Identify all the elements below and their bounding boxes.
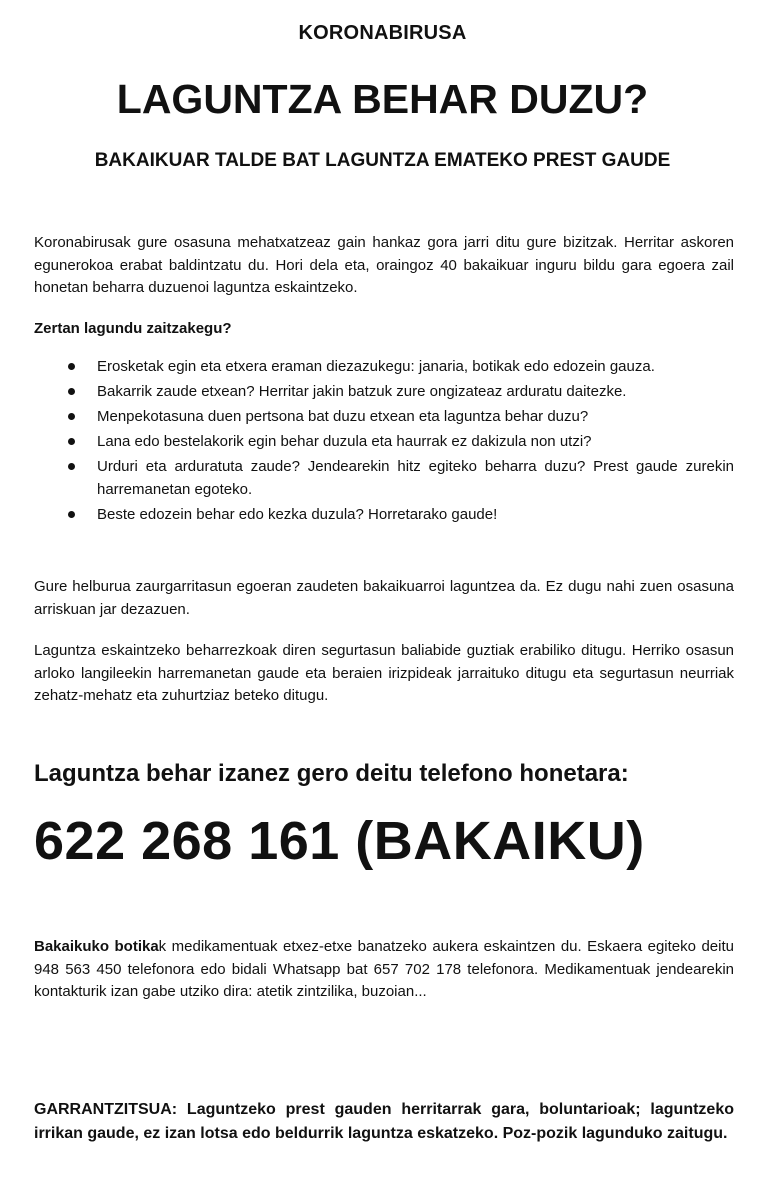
list-item [34,430,734,453]
contact-phone[interactable]: 622 268 161 (BAKAIKU) [34,811,645,871]
list-item-text: Erosketak egin eta etxera eraman diezazukegu: janaria, botikak edo edozein gauza. [97,358,655,375]
help-list [34,355,734,528]
goal-paragraph: Gure helburua zaurgarritasun egoeran zaudeten bakaikuarroi laguntzea da. Ez dugu nahi zuen osasuna arriskuan jar dezazuen. [34,578,734,618]
bullet-icon [68,413,75,420]
intro-paragraph: Koronabirusak gure osasuna mehatxatzeaz gain hankaz gora jarri ditu gure bizitzak. Herritar askoren egunerokoa erabat baldintzatu du. Hori dela eta, oraingoz 40 bakaikuar inguru bildu gara egoera zail honetan beharra duzuenoi laguntza eskaintzeko. [34,234,734,296]
pharmacy-name: Bakaikuko botika [34,938,159,955]
page-title: LAGUNTZA BEHAR DUZU? [116,76,649,122]
list-item [34,405,734,428]
list-item [34,503,734,526]
safety-paragraph: Laguntza eskaintzeko beharrezkoak diren segurtasun baliabide guztiak erabiliko ditugu. Herriko osasun arloko langileekin harremanetan gaude eta beraien irizpideak jarraituko ditugu eta segurtasun neurriak zehatz-mehatz eta zuhurtziaz beteko ditugu. [34,642,734,704]
bullet-icon [68,363,75,370]
list-item [34,380,734,403]
bullet-icon [68,511,75,518]
list-item [34,355,734,378]
pharmacy-paragraph [34,936,734,1004]
help-question: Zertan lagundu zaitzakegu? [34,320,232,337]
bullet-icon [68,463,75,470]
list-item-text: Beste edozein behar edo kezka duzula? Horretarako gaude! [97,506,498,523]
list-item-text: Lana edo bestelakorik egin behar duzula eta haurrak ez dakizula non utzi? [97,433,592,450]
list-item [34,455,734,501]
bullet-icon [68,438,75,445]
important-notice: GARRANTZITSUA: Laguntzeko prest gauden herritarrak gara, boluntarioak; laguntzeko irrikan gaude, ez izan lotsa edo beldurrik laguntza eskatzeko. Poz-pozik lagunduko zaitugu. [34,1101,734,1142]
pharmacy-text: k medikamentuak etxez-etxe banatzeko aukera eskaintzen du. Eskaera egiteko deitu 948 563 450 telefonora edo bidali Whatsapp bat 657 702 178 telefonora. Medikamentuak jendearekin kontakturik izan gabe utziko dira: atetik zintzilika, buzoian... [34,938,734,1000]
kicker-heading: KORONABIRUSA [298,22,467,44]
list-item-text: Menpekotasuna duen pertsona bat duzu etxean eta laguntza behar duzu? [97,408,589,425]
bullet-icon [68,388,75,395]
page-subtitle: BAKAIKUAR TALDE BAT LAGUNTZA EMATEKO PREST GAUDE [94,150,671,171]
contact-heading: Laguntza behar izanez gero deitu telefono honetara: [34,760,629,787]
list-item-text: Bakarrik zaude etxean? Herritar jakin batzuk zure ongizateaz arduratu daitezke. [97,383,627,400]
list-item-text: Urduri eta arduratuta zaude? Jendearekin hitz egiteko beharra duzu? Prest gaude zurekin harremanetan egoteko. [97,458,734,498]
